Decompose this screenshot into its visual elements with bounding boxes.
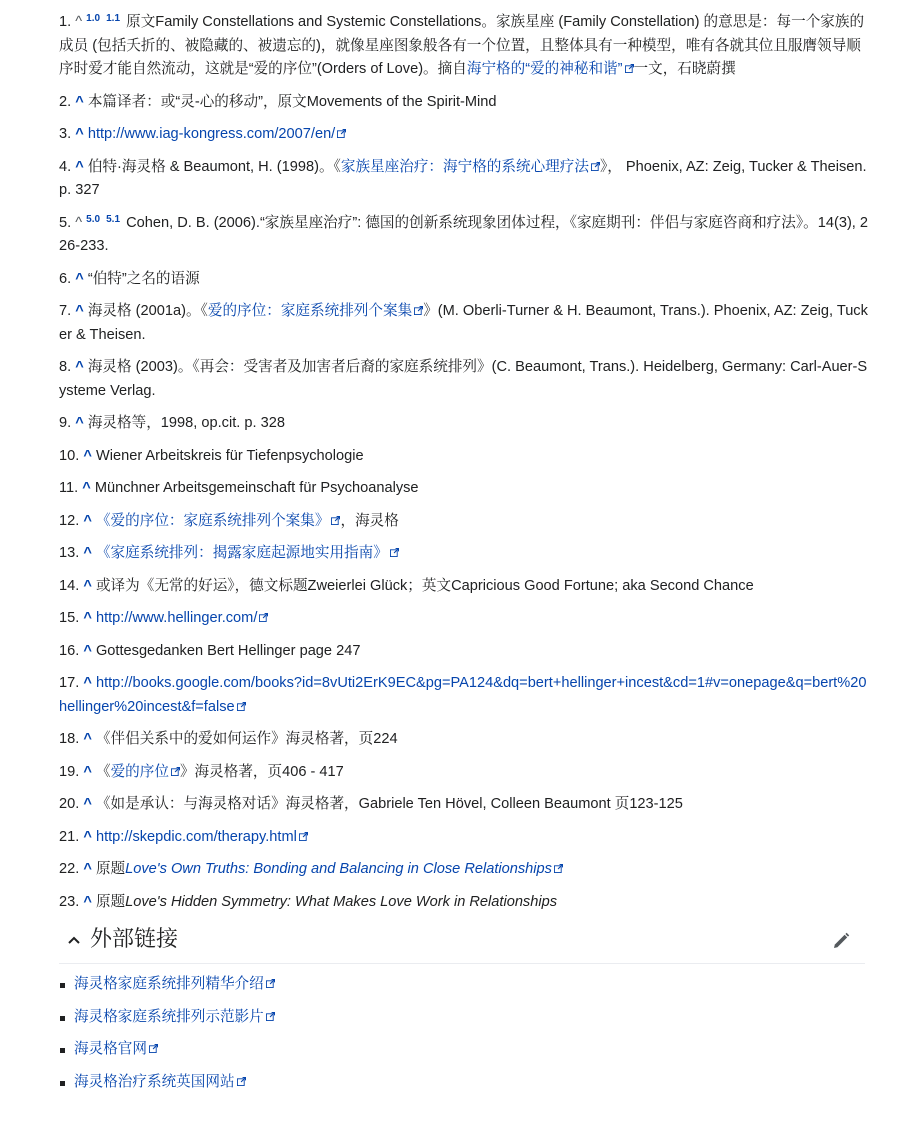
backlink-caret[interactable]: ^ [75,158,84,175]
external-link[interactable]: 海灵格官网 [74,1041,158,1057]
reference-text: ，海灵格 [340,512,399,529]
reference-number: 12. [59,512,80,529]
reference-number: 10. [59,447,80,464]
reference-item [59,212,869,259]
reference-item [59,477,869,501]
backlink-caret[interactable]: ^ [83,447,92,464]
reference-number: 16. [59,642,80,659]
reference-item [59,156,869,203]
backlink-caret[interactable]: ^ [75,359,84,375]
backlink-caret[interactable]: ^ [83,577,92,594]
backlink-caret[interactable]: ^ [83,828,92,845]
chevron-up-icon[interactable] [66,932,82,948]
external-link-icon [390,548,399,557]
reference-text: 》海灵格著，页406 - 417 [179,763,344,780]
reference-item [59,356,869,403]
backlink-caret[interactable]: ^ [83,731,92,747]
backlink-caret[interactable]: ^ [83,642,92,659]
reference-item [59,300,869,347]
reference-item [59,891,869,915]
backlink-caret[interactable]: ^ [82,480,91,496]
external-link-icon [414,306,423,315]
reference-item [59,640,869,664]
reference-item [59,510,869,534]
backlink-caret[interactable]: ^ [75,303,84,319]
pencil-icon[interactable] [831,931,851,951]
reference-item [59,858,869,882]
reference-number: 11. [59,480,79,496]
reference-text: Gottesgedanken Bert Hellinger page 247 [95,642,361,659]
reference-number: 18. [59,731,80,747]
section-title: 外部链接 [90,926,179,951]
reference-link[interactable]: http://books.google.com/books?id=8vUti2ErK9EC&pg=PA124&dq=bert+hellinger+incest&cd=1#v=onepage&q=bert%20hellinger%20incest&f=false [59,675,867,715]
external-link[interactable]: 海灵格治疗系统英国网站 [74,1074,246,1090]
reference-number: 6. [59,270,72,287]
reference-number: 3. [59,126,72,142]
backlink-caret[interactable]: ^ [75,415,84,431]
reference-text: 《如是承认：与海灵格对话》海灵格著，Gabriele Ten Hövel, Colleen Beaumont 页123-125 [95,796,683,812]
reference-link[interactable]: 家族星座治疗：海宁格的系统心理疗法 [341,159,600,175]
backlink-caret[interactable]: ^ [83,675,92,691]
list-item [59,1071,275,1094]
external-link-icon [625,64,634,73]
external-link-icon [237,702,246,711]
reference-item [59,793,869,817]
reference-link[interactable]: 《爱的序位：家庭系统排列个案集》 [96,513,341,529]
reference-number: 9. [59,415,72,431]
backlink-caret[interactable]: ^ [83,763,92,780]
external-link-icon [591,162,600,171]
reference-text: 海灵格 (2003)。《再会：受害者及加害者后裔的家庭系统排列》(C. Beaumont, Trans.). Heidelberg, Germany: Carl-Auer-Systeme Verlag. [59,359,868,399]
external-link-icon [266,979,275,988]
reference-item [59,728,869,752]
list-item [59,1006,275,1029]
external-link-icon [149,1044,158,1053]
bullet [60,1081,65,1086]
reference-text: 海灵格等，1998, op.cit. p. 328 [87,415,285,431]
reference-item [59,672,869,719]
bullet [60,983,65,988]
reference-number: 8. [59,359,72,375]
backlink-caret: ^ [75,214,83,231]
reference-number: 1. [59,14,72,30]
reference-text: 《伴侣关系中的爱如何运作》海灵格著，页224 [95,731,398,747]
reference-item [59,826,869,850]
external-link[interactable]: 海灵格家庭系统排列示范影片 [74,1009,275,1025]
reference-item [59,123,869,147]
reference-number: 20. [59,796,80,812]
reference-number: 4. [59,158,72,175]
backlink-superscript[interactable]: 1.0 [86,13,101,24]
backlink-caret[interactable]: ^ [75,126,84,142]
reference-number: 15. [59,610,80,626]
list-item [59,973,275,996]
backlink-caret[interactable]: ^ [83,861,92,877]
reference-link[interactable]: 爱的序位：家庭系统排列个案集 [208,303,423,319]
backlink-superscript[interactable]: 5.1 [106,213,121,225]
external-link-icon [299,832,308,841]
reference-link[interactable]: 爱的序位 [111,764,180,780]
backlink-caret[interactable]: ^ [83,796,92,812]
reference-number: 17. [59,675,80,691]
external-link-icon [554,864,563,873]
external-link-icon [259,613,268,622]
backlink-superscript[interactable]: 1.1 [106,13,121,24]
reference-item [59,575,869,599]
reference-link[interactable]: http://www.hellinger.com/ [96,610,268,626]
reference-text: 》(M. Oberli-Turner & H. Beaumont, Trans.). Phoenix, AZ: Zeig, Tucker & Theisen. [59,303,868,343]
external-link[interactable]: 海灵格家庭系统排列精华介绍 [74,976,275,992]
references-list [59,11,869,923]
reference-text: 原文Family Constellations and Systemic Constellations。家族星座 (Family Constellation) 的意思是：每一个家族的成员 (包括夭折的、被隐藏的、被遗忘的)，就像星座图象般各有一个位置，且整体具有一种模型，唯有各就其位且服膺领导顺序时爱才能自然流动，这就是“爱的序位”(Orders of Love)。摘自 [59,14,865,77]
reference-link[interactable]: Love's Own Truths: Bonding and Balancing in Close Relationships [125,861,563,877]
reference-item [59,761,869,785]
backlink-caret: ^ [75,14,83,30]
external-links-list [59,973,275,1103]
reference-text: Love's Hidden Symmetry: What Makes Love Work in Relationships [125,893,558,910]
reference-number: 7. [59,303,72,319]
list-item [59,1038,275,1061]
reference-text: 或译为《无常的好运》，德文标题Zweierlei Glück；英文Capricious Good Fortune; aka Second Chance [95,577,754,594]
reference-item [59,412,869,436]
backlink-caret[interactable]: ^ [75,270,84,287]
reference-item [59,445,869,469]
backlink-caret[interactable]: ^ [83,545,92,561]
reference-item [59,91,869,115]
reference-text: 原题 [95,893,126,910]
reference-text: 伯特·海灵格 & Beaumont, H. (1998)。《 [87,158,341,175]
reference-number: 13. [59,545,80,561]
reference-text: Münchner Arbeitsgemeinschaft für Psychoanalyse [94,480,419,496]
external-link-icon [337,129,346,138]
reference-item [59,268,869,292]
external-links-section-header[interactable] [59,921,865,964]
external-link-icon [237,1077,246,1086]
reference-number: 19. [59,763,80,780]
reference-number: 22. [59,861,80,877]
external-link-icon [171,767,180,776]
backlink-caret[interactable]: ^ [83,512,92,529]
backlink-caret[interactable]: ^ [83,610,92,626]
reference-text: Wiener Arbeitskreis für Tiefenpsychologie [95,447,364,464]
reference-number: 14. [59,577,80,594]
reference-text: 《 [95,763,111,780]
backlink-caret[interactable]: ^ [75,93,84,110]
reference-text: 原题 [95,861,126,877]
reference-item [59,542,869,566]
reference-number: 2. [59,93,72,110]
reference-link[interactable]: 《家庭系统排列：揭露家庭起源地实用指南》 [96,545,399,561]
reference-number: 5. [59,214,72,231]
reference-item [59,607,869,631]
reference-text: “伯特”之名的语源 [87,270,200,287]
backlink-superscript[interactable]: 5.0 [86,213,101,225]
reference-text: 》， Phoenix, AZ: Zeig, Tucker & Theisen. p. 327 [59,158,867,198]
reference-number: 21. [59,828,80,845]
reference-text: 一文，石晓蔚撰 [633,61,736,77]
reference-text: 海灵格 (2001a)。《 [87,303,208,319]
reference-number: 23. [59,893,80,910]
backlink-caret[interactable]: ^ [83,893,92,910]
bullet [60,1016,65,1021]
reference-link[interactable]: http://www.iag-kongress.com/2007/en/ [88,126,346,142]
bullet [60,1048,65,1053]
reference-link[interactable]: http://skepdic.com/therapy.html [96,829,308,845]
reference-link[interactable]: 海宁格的“爱的神秘和谐” [467,61,634,77]
reference-text: 本篇译者：或“灵-心的移动”，原文Movements of the Spirit-Mind [87,93,497,110]
external-link-icon [266,1012,275,1021]
reference-item [59,11,869,82]
reference-text: Cohen, D. B. (2006).“家族星座治疗”: 德国的创新系统现象团体过程，《家庭期刊：伴侣与家庭咨商和疗法》。14(3), 226-233. [59,214,869,254]
